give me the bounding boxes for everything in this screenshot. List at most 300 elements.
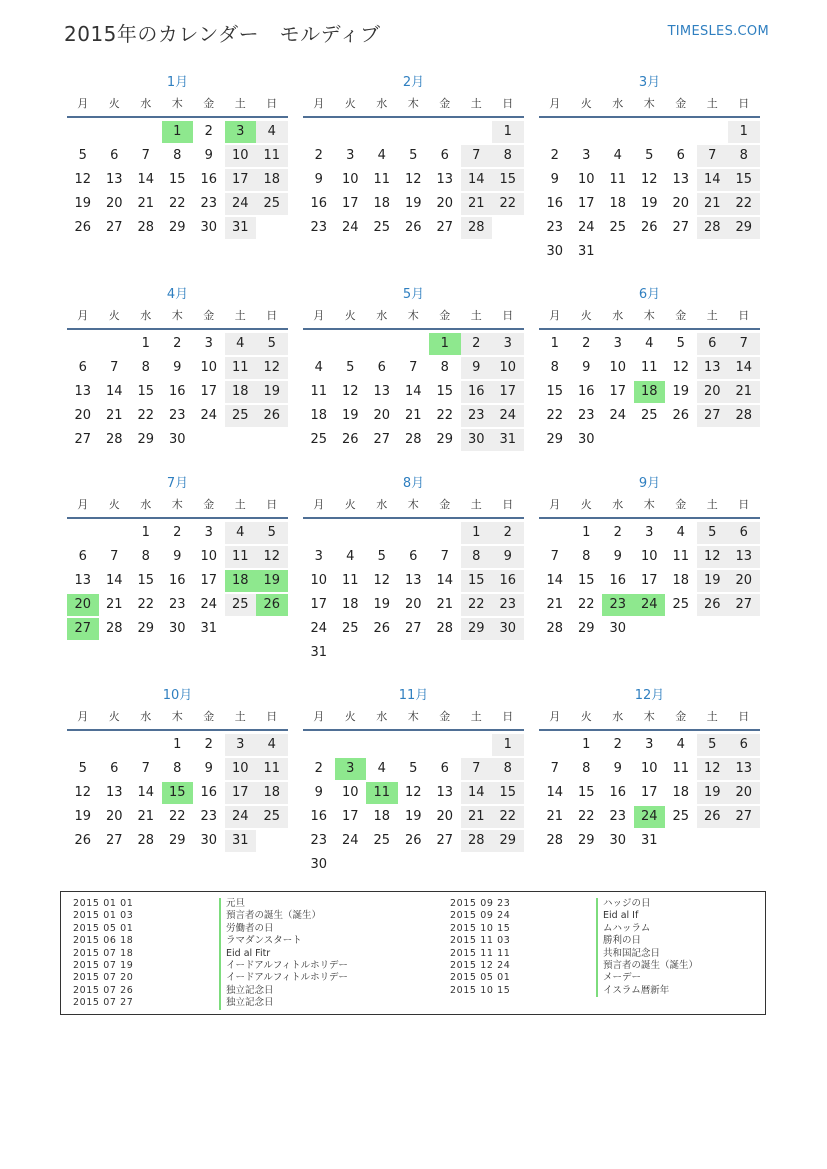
day-cell[interactable]: 25: [256, 806, 288, 828]
day-cell[interactable]: 22: [577, 809, 595, 824]
day-cell[interactable]: 22: [728, 193, 760, 215]
day-cell[interactable]: 21: [546, 809, 564, 824]
day-cell[interactable]: 12: [672, 360, 690, 375]
day-cell[interactable]: 4: [377, 148, 386, 163]
day-cell[interactable]: 21: [137, 196, 155, 211]
day-cell[interactable]: 15: [577, 573, 595, 588]
day-cell[interactable]: 7: [440, 549, 449, 564]
day-cell[interactable]: 24: [492, 405, 524, 427]
day-cell[interactable]: 5: [697, 734, 729, 756]
day-cell[interactable]: 24: [634, 594, 666, 616]
day-cell[interactable]: 28: [436, 621, 454, 636]
day-cell[interactable]: 23: [492, 594, 524, 616]
day-cell[interactable]: 11: [373, 172, 391, 187]
day-cell[interactable]: 3: [314, 549, 323, 564]
day-cell[interactable]: 2: [314, 761, 323, 776]
day-cell[interactable]: 9: [204, 761, 213, 776]
day-cell[interactable]: 29: [577, 833, 595, 848]
day-cell[interactable]: 10: [640, 549, 658, 564]
day-cell[interactable]: 1: [728, 121, 760, 143]
day-cell[interactable]: 14: [105, 384, 123, 399]
day-cell[interactable]: 3: [346, 148, 355, 163]
day-cell[interactable]: 14: [137, 172, 155, 187]
day-cell[interactable]: 22: [492, 193, 524, 215]
day-cell[interactable]: 2: [204, 737, 213, 752]
day-cell[interactable]: 10: [310, 573, 328, 588]
day-cell[interactable]: 10: [577, 172, 595, 187]
day-cell[interactable]: 30: [609, 833, 627, 848]
day-cell[interactable]: 31: [225, 830, 257, 852]
day-cell[interactable]: 22: [577, 597, 595, 612]
day-cell[interactable]: 7: [110, 549, 119, 564]
day-cell[interactable]: 9: [314, 172, 323, 187]
day-cell[interactable]: 3: [645, 737, 654, 752]
day-cell[interactable]: 17: [225, 782, 257, 804]
day-cell[interactable]: 25: [341, 621, 359, 636]
day-cell[interactable]: 9: [613, 549, 622, 564]
day-cell[interactable]: 11: [225, 357, 257, 379]
day-cell[interactable]: 5: [346, 360, 355, 375]
day-cell[interactable]: 11: [672, 761, 690, 776]
day-cell[interactable]: 20: [436, 196, 454, 211]
day-cell[interactable]: 26: [672, 408, 690, 423]
day-cell[interactable]: 20: [373, 408, 391, 423]
day-cell[interactable]: 22: [137, 597, 155, 612]
day-cell[interactable]: 16: [310, 809, 328, 824]
day-cell[interactable]: 2: [613, 737, 622, 752]
day-cell[interactable]: 8: [141, 360, 150, 375]
day-cell[interactable]: 13: [373, 384, 391, 399]
day-cell[interactable]: 17: [200, 573, 218, 588]
day-cell[interactable]: 27: [74, 432, 92, 447]
day-cell[interactable]: 10: [200, 549, 218, 564]
day-cell[interactable]: 9: [582, 360, 591, 375]
day-cell[interactable]: 24: [225, 806, 257, 828]
day-cell[interactable]: 26: [256, 405, 288, 427]
day-cell[interactable]: 25: [373, 220, 391, 235]
day-cell[interactable]: 26: [341, 432, 359, 447]
day-cell[interactable]: 16: [492, 570, 524, 592]
day-cell[interactable]: 10: [609, 360, 627, 375]
day-cell[interactable]: 12: [256, 357, 288, 379]
day-cell[interactable]: 4: [256, 734, 288, 756]
day-cell[interactable]: 19: [341, 408, 359, 423]
day-cell[interactable]: 28: [728, 405, 760, 427]
day-cell[interactable]: 6: [728, 734, 760, 756]
day-cell[interactable]: 26: [256, 594, 288, 616]
day-cell[interactable]: 27: [672, 220, 690, 235]
day-cell[interactable]: 11: [256, 758, 288, 780]
day-cell[interactable]: 31: [310, 645, 328, 660]
day-cell[interactable]: 6: [377, 360, 386, 375]
day-cell[interactable]: 5: [409, 148, 418, 163]
day-cell[interactable]: 24: [200, 597, 218, 612]
day-cell[interactable]: 21: [461, 193, 493, 215]
day-cell[interactable]: 14: [105, 573, 123, 588]
day-cell[interactable]: 8: [582, 761, 591, 776]
day-cell[interactable]: 14: [137, 785, 155, 800]
day-cell[interactable]: 8: [173, 761, 182, 776]
day-cell[interactable]: 30: [546, 244, 564, 259]
day-cell[interactable]: 19: [672, 384, 690, 399]
day-cell[interactable]: 27: [436, 833, 454, 848]
day-cell[interactable]: 4: [225, 333, 257, 355]
day-cell[interactable]: 4: [613, 148, 622, 163]
day-cell[interactable]: 28: [404, 432, 422, 447]
day-cell[interactable]: 15: [162, 782, 194, 804]
day-cell[interactable]: 10: [492, 357, 524, 379]
day-cell[interactable]: 29: [137, 432, 155, 447]
day-cell[interactable]: 18: [672, 785, 690, 800]
day-cell[interactable]: 22: [168, 809, 186, 824]
day-cell[interactable]: 14: [728, 357, 760, 379]
day-cell[interactable]: 28: [697, 217, 729, 239]
day-cell[interactable]: 12: [373, 573, 391, 588]
day-cell[interactable]: 22: [492, 806, 524, 828]
day-cell[interactable]: 30: [168, 432, 186, 447]
day-cell[interactable]: 27: [697, 405, 729, 427]
day-cell[interactable]: 8: [492, 758, 524, 780]
day-cell[interactable]: 4: [645, 336, 654, 351]
day-cell[interactable]: 29: [461, 618, 493, 640]
day-cell[interactable]: 1: [162, 121, 194, 143]
day-cell[interactable]: 27: [373, 432, 391, 447]
day-cell[interactable]: 25: [373, 833, 391, 848]
day-cell[interactable]: 7: [697, 145, 729, 167]
day-cell[interactable]: 3: [492, 333, 524, 355]
day-cell[interactable]: 9: [461, 357, 493, 379]
day-cell[interactable]: 6: [440, 148, 449, 163]
day-cell[interactable]: 23: [609, 809, 627, 824]
day-cell[interactable]: 7: [409, 360, 418, 375]
day-cell[interactable]: 23: [461, 405, 493, 427]
day-cell[interactable]: 8: [728, 145, 760, 167]
day-cell[interactable]: 30: [200, 833, 218, 848]
day-cell[interactable]: 3: [613, 336, 622, 351]
day-cell[interactable]: 23: [200, 196, 218, 211]
day-cell[interactable]: 6: [110, 148, 119, 163]
day-cell[interactable]: 2: [173, 525, 182, 540]
day-cell[interactable]: 1: [492, 734, 524, 756]
day-cell[interactable]: 28: [137, 833, 155, 848]
day-cell[interactable]: 13: [105, 172, 123, 187]
day-cell[interactable]: 8: [582, 549, 591, 564]
day-cell[interactable]: 7: [141, 148, 150, 163]
day-cell[interactable]: 6: [78, 549, 87, 564]
day-cell[interactable]: 25: [310, 432, 328, 447]
day-cell[interactable]: 29: [436, 432, 454, 447]
day-cell[interactable]: 17: [609, 384, 627, 399]
day-cell[interactable]: 28: [461, 217, 493, 239]
day-cell[interactable]: 29: [577, 621, 595, 636]
day-cell[interactable]: 14: [404, 384, 422, 399]
day-cell[interactable]: 23: [546, 220, 564, 235]
day-cell[interactable]: 13: [105, 785, 123, 800]
day-cell[interactable]: 22: [546, 408, 564, 423]
day-cell[interactable]: 5: [645, 148, 654, 163]
day-cell[interactable]: 19: [74, 196, 92, 211]
brand-link[interactable]: TIMESLES.COM: [667, 24, 769, 39]
day-cell[interactable]: 24: [609, 408, 627, 423]
day-cell[interactable]: 10: [225, 758, 257, 780]
day-cell[interactable]: 9: [550, 172, 559, 187]
day-cell[interactable]: 28: [461, 830, 493, 852]
day-cell[interactable]: 27: [67, 618, 99, 640]
day-cell[interactable]: 23: [602, 594, 634, 616]
day-cell[interactable]: 7: [550, 549, 559, 564]
day-cell[interactable]: 8: [461, 546, 493, 568]
day-cell[interactable]: 28: [105, 621, 123, 636]
day-cell[interactable]: 14: [436, 573, 454, 588]
day-cell[interactable]: 18: [256, 169, 288, 191]
day-cell[interactable]: 9: [492, 546, 524, 568]
day-cell[interactable]: 11: [310, 384, 328, 399]
day-cell[interactable]: 25: [672, 809, 690, 824]
day-cell[interactable]: 6: [728, 522, 760, 544]
day-cell[interactable]: 30: [492, 618, 524, 640]
day-cell[interactable]: 26: [640, 220, 658, 235]
day-cell[interactable]: 9: [204, 148, 213, 163]
day-cell[interactable]: 13: [74, 573, 92, 588]
day-cell[interactable]: 7: [728, 333, 760, 355]
day-cell[interactable]: 23: [310, 220, 328, 235]
day-cell[interactable]: 17: [640, 785, 658, 800]
day-cell[interactable]: 5: [78, 148, 87, 163]
day-cell[interactable]: 29: [492, 830, 524, 852]
day-cell[interactable]: 13: [436, 785, 454, 800]
day-cell[interactable]: 28: [546, 621, 564, 636]
day-cell[interactable]: 3: [204, 525, 213, 540]
day-cell[interactable]: 13: [672, 172, 690, 187]
day-cell[interactable]: 8: [173, 148, 182, 163]
day-cell[interactable]: 18: [672, 573, 690, 588]
day-cell[interactable]: 5: [256, 333, 288, 355]
day-cell[interactable]: 13: [728, 758, 760, 780]
day-cell[interactable]: 20: [404, 597, 422, 612]
day-cell[interactable]: 12: [74, 172, 92, 187]
day-cell[interactable]: 17: [577, 196, 595, 211]
day-cell[interactable]: 27: [105, 220, 123, 235]
day-cell[interactable]: 26: [404, 220, 422, 235]
day-cell[interactable]: 15: [577, 785, 595, 800]
day-cell[interactable]: 17: [310, 597, 328, 612]
day-cell[interactable]: 26: [74, 833, 92, 848]
day-cell[interactable]: 10: [200, 360, 218, 375]
day-cell[interactable]: 2: [613, 525, 622, 540]
day-cell[interactable]: 25: [256, 193, 288, 215]
day-cell[interactable]: 12: [341, 384, 359, 399]
day-cell[interactable]: 22: [436, 408, 454, 423]
day-cell[interactable]: 3: [335, 758, 367, 780]
day-cell[interactable]: 23: [200, 809, 218, 824]
day-cell[interactable]: 4: [676, 525, 685, 540]
day-cell[interactable]: 24: [634, 806, 666, 828]
day-cell[interactable]: 13: [404, 573, 422, 588]
day-cell[interactable]: 20: [105, 809, 123, 824]
day-cell[interactable]: 25: [609, 220, 627, 235]
day-cell[interactable]: 20: [74, 408, 92, 423]
day-cell[interactable]: 17: [341, 196, 359, 211]
day-cell[interactable]: 12: [404, 785, 422, 800]
day-cell[interactable]: 1: [582, 737, 591, 752]
day-cell[interactable]: 25: [640, 408, 658, 423]
day-cell[interactable]: 17: [492, 381, 524, 403]
day-cell[interactable]: 29: [168, 220, 186, 235]
day-cell[interactable]: 17: [341, 809, 359, 824]
day-cell[interactable]: 13: [728, 546, 760, 568]
day-cell[interactable]: 24: [310, 621, 328, 636]
day-cell[interactable]: 20: [672, 196, 690, 211]
day-cell[interactable]: 8: [550, 360, 559, 375]
day-cell[interactable]: 13: [74, 384, 92, 399]
day-cell[interactable]: 29: [546, 432, 564, 447]
day-cell[interactable]: 15: [492, 782, 524, 804]
day-cell[interactable]: 4: [377, 761, 386, 776]
day-cell[interactable]: 6: [440, 761, 449, 776]
day-cell[interactable]: 21: [461, 806, 493, 828]
day-cell[interactable]: 11: [640, 360, 658, 375]
day-cell[interactable]: 13: [436, 172, 454, 187]
day-cell[interactable]: 24: [577, 220, 595, 235]
day-cell[interactable]: 20: [105, 196, 123, 211]
day-cell[interactable]: 20: [67, 594, 99, 616]
day-cell[interactable]: 16: [200, 785, 218, 800]
day-cell[interactable]: 16: [168, 573, 186, 588]
day-cell[interactable]: 23: [168, 597, 186, 612]
day-cell[interactable]: 21: [728, 381, 760, 403]
day-cell[interactable]: 5: [256, 522, 288, 544]
day-cell[interactable]: 21: [697, 193, 729, 215]
day-cell[interactable]: 15: [492, 169, 524, 191]
day-cell[interactable]: 26: [404, 833, 422, 848]
day-cell[interactable]: 6: [409, 549, 418, 564]
day-cell[interactable]: 27: [728, 806, 760, 828]
day-cell[interactable]: 22: [137, 408, 155, 423]
day-cell[interactable]: 12: [697, 758, 729, 780]
day-cell[interactable]: 31: [225, 217, 257, 239]
day-cell[interactable]: 30: [461, 429, 493, 451]
day-cell[interactable]: 24: [200, 408, 218, 423]
day-cell[interactable]: 28: [105, 432, 123, 447]
day-cell[interactable]: 2: [173, 336, 182, 351]
day-cell[interactable]: 18: [256, 782, 288, 804]
day-cell[interactable]: 28: [137, 220, 155, 235]
day-cell[interactable]: 8: [440, 360, 449, 375]
day-cell[interactable]: 1: [492, 121, 524, 143]
day-cell[interactable]: 3: [582, 148, 591, 163]
day-cell[interactable]: 11: [341, 573, 359, 588]
day-cell[interactable]: 19: [404, 196, 422, 211]
day-cell[interactable]: 11: [366, 782, 398, 804]
day-cell[interactable]: 5: [78, 761, 87, 776]
day-cell[interactable]: 16: [609, 785, 627, 800]
day-cell[interactable]: 2: [314, 148, 323, 163]
day-cell[interactable]: 16: [310, 196, 328, 211]
day-cell[interactable]: 1: [141, 525, 150, 540]
day-cell[interactable]: 4: [676, 737, 685, 752]
day-cell[interactable]: 9: [173, 360, 182, 375]
day-cell[interactable]: 18: [225, 381, 257, 403]
day-cell[interactable]: 2: [204, 124, 213, 139]
day-cell[interactable]: 2: [492, 522, 524, 544]
day-cell[interactable]: 1: [582, 525, 591, 540]
day-cell[interactable]: 25: [672, 597, 690, 612]
day-cell[interactable]: 30: [310, 857, 328, 872]
day-cell[interactable]: 10: [341, 172, 359, 187]
day-cell[interactable]: 30: [200, 220, 218, 235]
day-cell[interactable]: 30: [609, 621, 627, 636]
day-cell[interactable]: 7: [461, 758, 493, 780]
day-cell[interactable]: 18: [609, 196, 627, 211]
day-cell[interactable]: 16: [168, 384, 186, 399]
day-cell[interactable]: 24: [341, 220, 359, 235]
day-cell[interactable]: 15: [137, 384, 155, 399]
day-cell[interactable]: 26: [697, 594, 729, 616]
day-cell[interactable]: 7: [110, 360, 119, 375]
day-cell[interactable]: 2: [550, 148, 559, 163]
day-cell[interactable]: 5: [409, 761, 418, 776]
day-cell[interactable]: 21: [137, 809, 155, 824]
day-cell[interactable]: 12: [697, 546, 729, 568]
day-cell[interactable]: 23: [577, 408, 595, 423]
day-cell[interactable]: 31: [492, 429, 524, 451]
day-cell[interactable]: 7: [141, 761, 150, 776]
day-cell[interactable]: 6: [676, 148, 685, 163]
day-cell[interactable]: 30: [168, 621, 186, 636]
day-cell[interactable]: 15: [168, 172, 186, 187]
day-cell[interactable]: 10: [341, 785, 359, 800]
day-cell[interactable]: 11: [672, 549, 690, 564]
day-cell[interactable]: 1: [461, 522, 493, 544]
day-cell[interactable]: 11: [225, 546, 257, 568]
day-cell[interactable]: 31: [640, 833, 658, 848]
day-cell[interactable]: 26: [697, 806, 729, 828]
day-cell[interactable]: 20: [436, 809, 454, 824]
day-cell[interactable]: 30: [577, 432, 595, 447]
day-cell[interactable]: 5: [676, 336, 685, 351]
day-cell[interactable]: 17: [640, 573, 658, 588]
day-cell[interactable]: 12: [404, 172, 422, 187]
day-cell[interactable]: 19: [256, 381, 288, 403]
day-cell[interactable]: 23: [310, 833, 328, 848]
day-cell[interactable]: 2: [461, 333, 493, 355]
day-cell[interactable]: 20: [697, 381, 729, 403]
day-cell[interactable]: 17: [225, 169, 257, 191]
day-cell[interactable]: 27: [105, 833, 123, 848]
day-cell[interactable]: 6: [110, 761, 119, 776]
day-cell[interactable]: 23: [168, 408, 186, 423]
day-cell[interactable]: 3: [645, 525, 654, 540]
day-cell[interactable]: 27: [436, 220, 454, 235]
day-cell[interactable]: 1: [550, 336, 559, 351]
day-cell[interactable]: 14: [546, 785, 564, 800]
day-cell[interactable]: 19: [640, 196, 658, 211]
day-cell[interactable]: 10: [640, 761, 658, 776]
day-cell[interactable]: 18: [373, 809, 391, 824]
day-cell[interactable]: 18: [225, 570, 257, 592]
day-cell[interactable]: 14: [461, 169, 493, 191]
day-cell[interactable]: 19: [404, 809, 422, 824]
day-cell[interactable]: 9: [314, 785, 323, 800]
day-cell[interactable]: 3: [204, 336, 213, 351]
day-cell[interactable]: 31: [577, 244, 595, 259]
day-cell[interactable]: 24: [225, 193, 257, 215]
day-cell[interactable]: 17: [200, 384, 218, 399]
day-cell[interactable]: 15: [436, 384, 454, 399]
day-cell[interactable]: 4: [225, 522, 257, 544]
day-cell[interactable]: 21: [404, 408, 422, 423]
day-cell[interactable]: 8: [141, 549, 150, 564]
